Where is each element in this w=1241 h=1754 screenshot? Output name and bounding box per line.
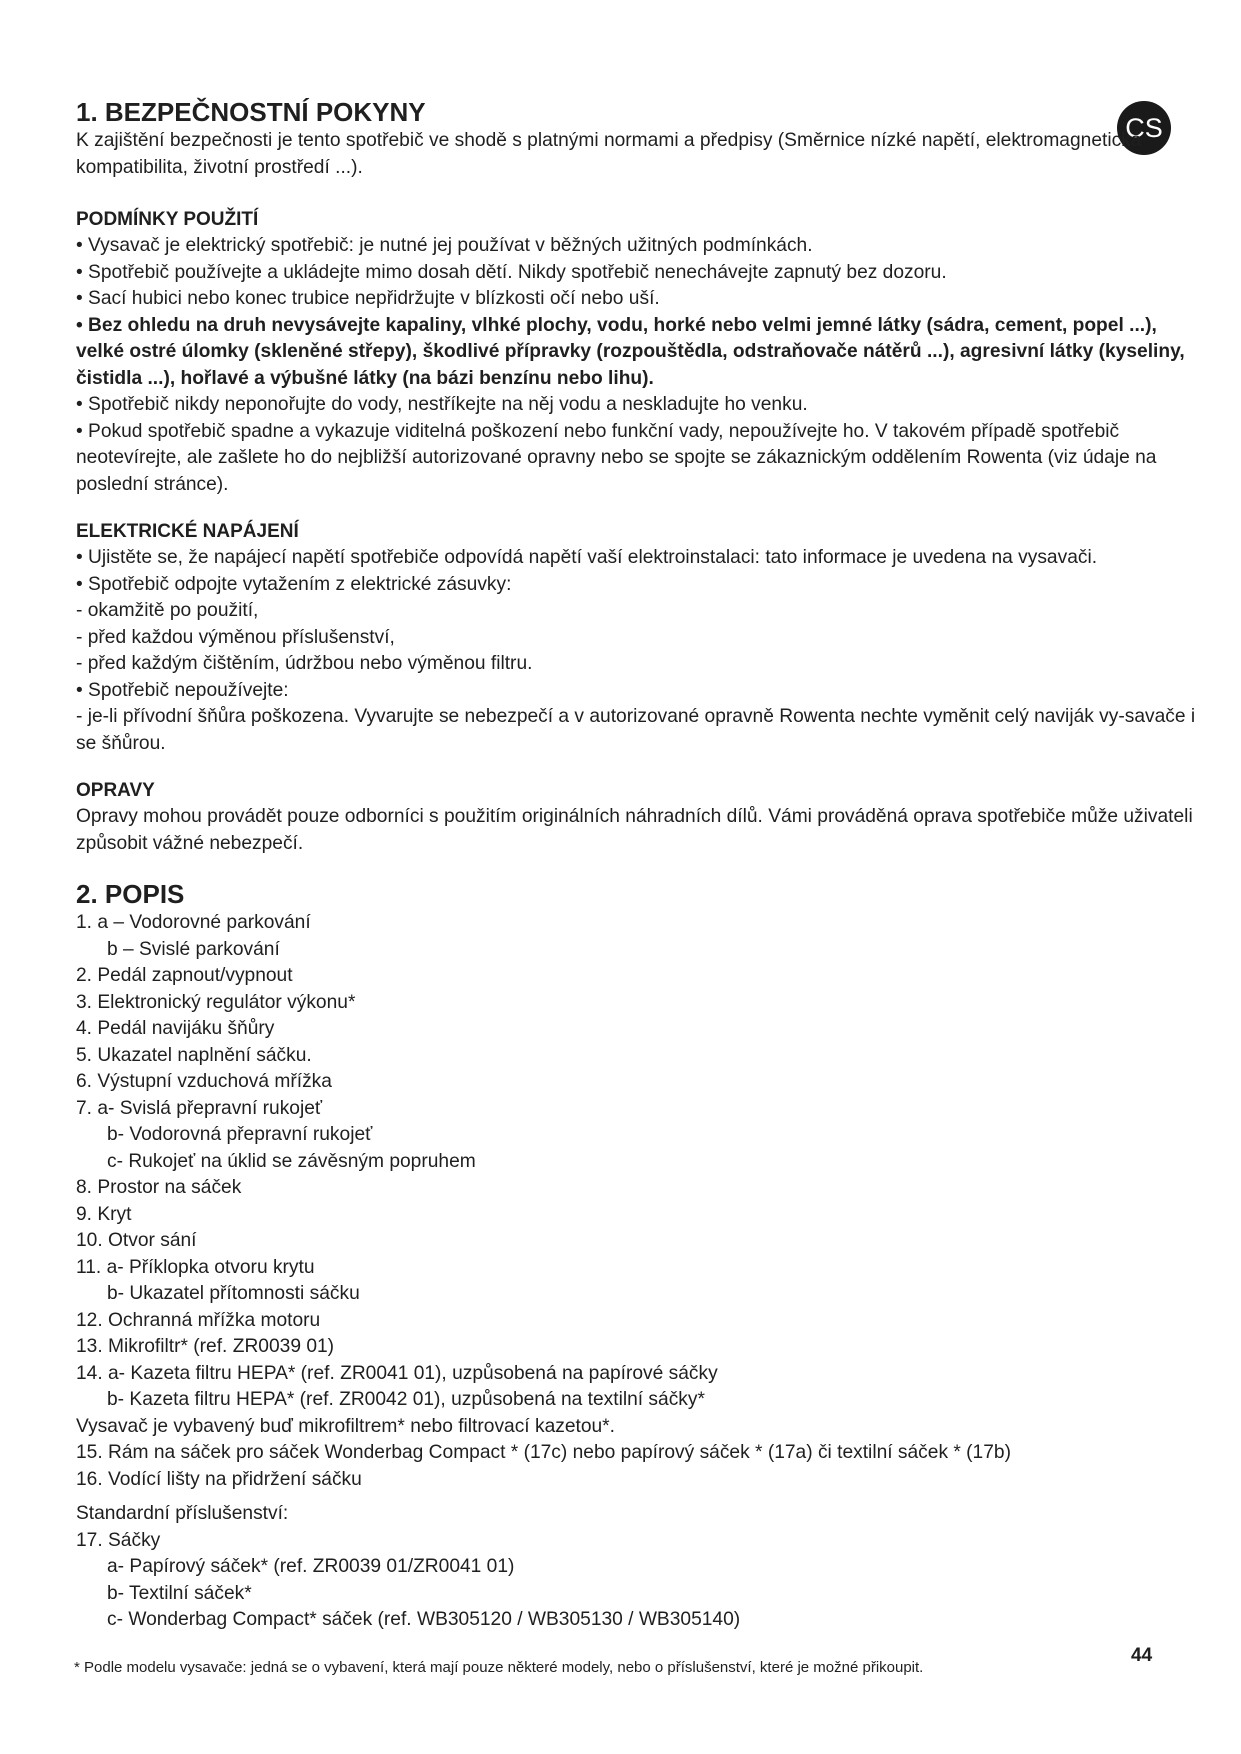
repairs-text: Opravy mohou provádět pouze odborníci s použitím originálních náhradních dílů. Vámi prováděná oprava spotřebiče může uživateli způsobit vážné nebezpečí. [76, 806, 1193, 854]
description-item: 11. a- Příklopka otvoru krytu [76, 1256, 315, 1278]
description-item: 8. Prostor na sáček [76, 1177, 242, 1198]
description-item: 1. a – Vodorovné parkování [76, 912, 311, 933]
conditions-item: • Spotřebič nikdy neponořujte do vody, nestříkejte na něj vodu a neskladujte ho venku. [76, 394, 808, 415]
description-item: 13. Mikrofiltr* (ref. ZR0039 01) [76, 1336, 335, 1357]
accessory-item: c- Wonderbag Compact* sáček (ref. WB305120 / WB305130 / WB305140) [107, 1609, 741, 1630]
power-item: - před každou výměnou příslušenství, [76, 626, 395, 648]
description-item: 6. Výstupní vzduchová mřížka [76, 1071, 332, 1092]
conditions-heading: PODMÍNKY POUŽITÍ [76, 209, 259, 230]
repairs-heading: OPRAVY [76, 780, 155, 801]
conditions-item: • Pokud spotřebič spadne a vykazuje viditelná poškození nebo funkční vady, nepoužívejte ho. V takovém případě spotřebič neotevírejte, ale zašlete ho do nejbližší autorizované opravny nebo se spojte se zákaznickým oddělením Rowenta (viz údaje na poslední stránce). [76, 420, 1157, 495]
power-item: - okamžitě po použití, [76, 600, 259, 621]
description-item: 5. Ukazatel naplnění sáčku. [76, 1044, 312, 1066]
conditions-item-warning: • Bez ohledu na druh nevysávejte kapaliny, vlhké plochy, vodu, horké nebo velmi jemné látky (sádra, cement, popel ...), velké ostré úlomky (skleněné střepy), škodlivé přípravky (rozpouštědla, odstraňovače nátěrů ...), agresivní látky (kyseliny, čistidla ...), hořlavé a výbušné látky (na bázi benzínu nebo lihu). [76, 314, 1185, 389]
description-item: 2. Pedál zapnout/vypnout [76, 965, 293, 986]
power-item: - je-li přívodní šňůra poškozena. Vyvarujte se nebezpečí a v autorizované opravně Rowenta nechte vyměnit celý naviják vy-savače i se šňůrou. [76, 706, 1196, 754]
description-item: 16. Vodící lišty na přidržení sáčku [76, 1468, 362, 1490]
accessories-label: Standardní příslušenství: [76, 1503, 289, 1524]
description-item: b- Vodorovná přepravní rukojeť [107, 1124, 373, 1145]
page-number: 44 [1131, 1645, 1153, 1666]
power-item: - před každým čištěním, údržbou nebo výměnou filtru. [76, 653, 533, 674]
power-item: • Spotřebič nepoužívejte: [76, 679, 289, 701]
description-item: 3. Elektronický regulátor výkonu* [76, 991, 356, 1013]
conditions-item: • Spotřebič používejte a ukládejte mimo dosah dětí. Nikdy spotřebič nenechávejte zapnutý bez dozoru. [76, 261, 947, 283]
language-badge: CS [1117, 101, 1171, 155]
description-item: b- Kazeta filtru HEPA* (ref. ZR0042 01), uzpůsobená na textilní sáčky* [107, 1389, 705, 1410]
conditions-item: • Sací hubici nebo konec trubice nepřidržujte v blízkosti očí nebo uší. [76, 288, 660, 309]
description-item: c- Rukojeť na úklid se závěsným popruhem [107, 1150, 476, 1172]
power-heading: ELEKTRICKÉ NAPÁJENÍ [76, 521, 299, 542]
description-item: 7. a- Svislá přepravní rukojeť [76, 1097, 323, 1119]
description-item: Vysavač je vybavený buď mikrofiltrem* nebo filtrovací kazetou*. [76, 1415, 615, 1437]
accessory-item: 17. Sáčky [76, 1529, 161, 1551]
section-1-title: 1. BEZPEČNOSTNÍ POKYNY [76, 97, 426, 127]
conditions-item: • Vysavač je elektrický spotřebič: je nutné jej používat v běžných užitných podmínkách. [76, 235, 813, 256]
power-item: • Spotřebič odpojte vytažením z elektrické zásuvky: [76, 573, 512, 595]
accessory-item: a- Papírový sáček* (ref. ZR0039 01/ZR0041 01) [107, 1556, 515, 1577]
description-item: 4. Pedál navijáku šňůry [76, 1018, 275, 1039]
description-item: 9. Kryt [76, 1203, 132, 1225]
section-2-title: 2. POPIS [76, 879, 185, 909]
section-1-intro: K zajištění bezpečnosti je tento spotřebič ve shodě s platnými normami a předpisy (Směrnice nízké napětí, elektromagnetická kompatibilita, životní prostředí ...). [76, 130, 1142, 178]
description-item: b – Svislé parkování [107, 938, 280, 960]
description-item: b- Ukazatel přítomnosti sáčku [107, 1283, 360, 1304]
page-content [76, 96, 1206, 1634]
power-item: • Ujistěte se, že napájecí napětí spotřebiče odpovídá napětí vaší elektroinstalaci: tato informace je uvedena na vysavači. [76, 547, 1098, 568]
description-item: 12. Ochranná mřížka motoru [76, 1309, 321, 1331]
description-item: 14. a- Kazeta filtru HEPA* (ref. ZR0041 01), uzpůsobená na papírové sáčky [76, 1362, 718, 1384]
accessory-item: b- Textilní sáček* [107, 1582, 252, 1604]
footnote: * Podle modelu vysavače: jedná se o vybavení, která mají pouze některé modely, nebo o příslušenství, které je možné přikoupit. [74, 1659, 924, 1676]
description-item: 10. Otvor sání [76, 1230, 197, 1251]
description-item: 15. Rám na sáček pro sáček Wonderbag Compact * (17c) nebo papírový sáček * (17a) či textilní sáček * (17b) [76, 1442, 1011, 1463]
